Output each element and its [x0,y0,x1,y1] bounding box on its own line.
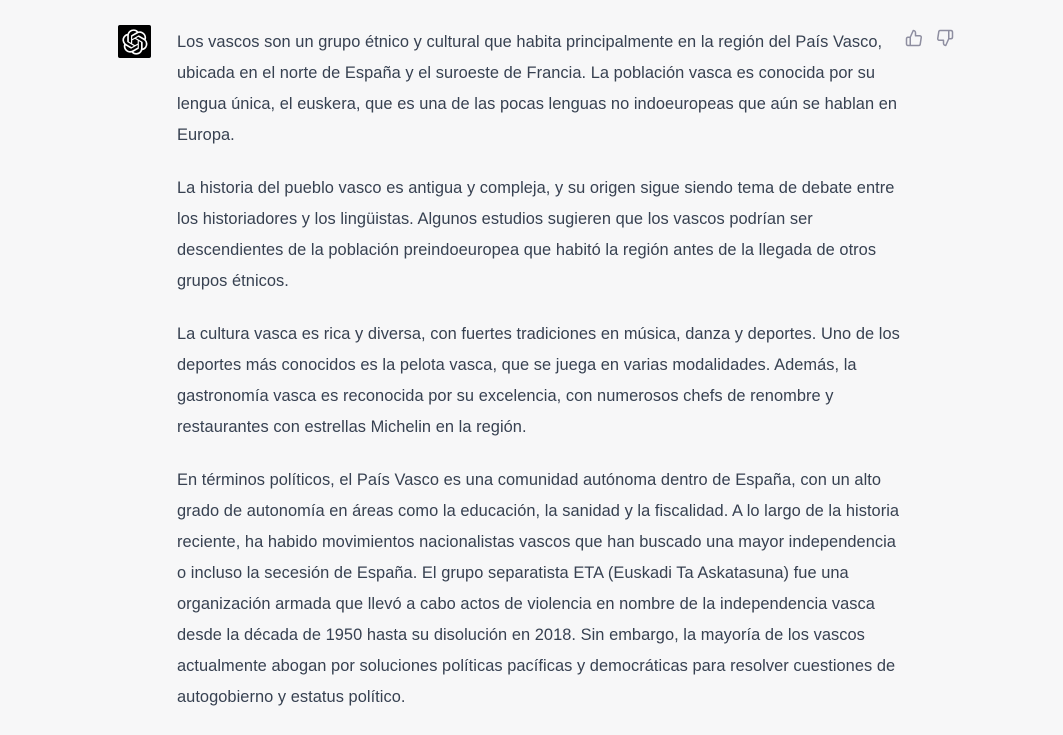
message-paragraph: La historia del pueblo vasco es antigua y compleja, y su origen sigue siendo tema de debate entre los historiadores y los lingüistas. Algunos estudios sugieren que los vascos podrían ser descendientes de la población preindoeuropea que habitó la región antes de la llegada de otros grupos étnicos. [177,179,895,290]
message-content [177,27,905,735]
thumbs-down-icon [936,29,954,47]
thumbs-up-button[interactable] [904,28,924,48]
thumbs-up-icon [905,29,923,47]
assistant-avatar [118,25,151,58]
openai-logo-icon [122,29,148,55]
message-paragraph: La cultura vasca es rica y diversa, con fuertes tradiciones en música, danza y deportes. Uno de los deportes más conocidos es la pelota vasca, que se juega en varias modalidades. Además, la gastronomía vasca es reconocida por su excelencia, con numerosos chefs de renombre y restaurantes con estrellas Michelin en la región. [177,325,900,436]
feedback-actions [904,28,955,48]
message-paragraph: En términos políticos, el País Vasco es una comunidad autónoma dentro de España, con un alto grado de autonomía en áreas como la educación, la sanidad y la fiscalidad. A lo largo de la historia reciente, ha habido movimientos nacionalistas vascos que han buscado una mayor independencia o incluso la secesión de España. El grupo separatista ETA (Euskadi Ta Askatasuna) fue una organización armada que llevó a cabo actos de violencia en nombre de la independencia vasca desde la década de 1950 hasta su disolución en 2018. Sin embargo, la mayoría de los vascos actualmente abogan por soluciones políticas pacíficas y democráticas para resolver cuestiones de autogobierno y estatus político. [177,471,900,706]
thumbs-down-button[interactable] [935,28,955,48]
message-paragraph: Los vascos son un grupo étnico y cultural que habita principalmente en la región del País Vasco, ubicada en el norte de España y el suroeste de Francia. La población vasca es conocida por su lengua única, el euskera, que es una de las pocas lenguas no indoeuropeas que aún se hablan en Europa. [177,33,898,144]
